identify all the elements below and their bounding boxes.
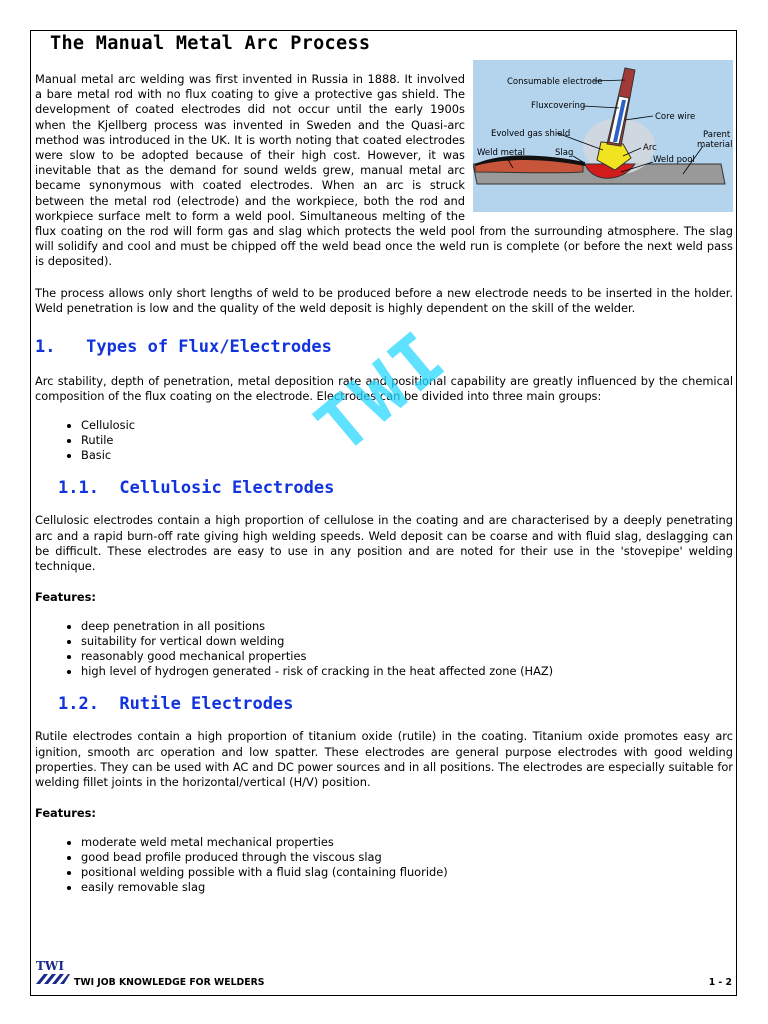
list-item: • positional welding possible with a fluid slag (containing fluoride) <box>81 865 733 880</box>
page-number: 1 - 2 <box>708 977 732 988</box>
cellulosic-features-list <box>35 619 733 679</box>
list-item: • Rutile <box>81 433 733 448</box>
consumable-electrode-label: Consumable electrode <box>507 77 603 87</box>
core-wire-label: Core wire <box>655 112 696 122</box>
slag-label: Slag <box>555 148 574 158</box>
section-cellulosic-paragraph: Cellulosic electrodes contain a high proportion of cellulose in the coating and are characterised by a deeply penetrating arc and a rapid burn-off rate giving high welding speeds. Weld deposit can be coarse and with fluid slag, deslagging can be difficult. These electrodes are easy to use in any position and are noted for their use in the 'stovepipe' welding technique. <box>35 513 733 574</box>
arc-label: Arc <box>643 143 657 153</box>
list-item: • suitability for vertical down welding <box>81 634 733 649</box>
electrode-groups-list <box>35 418 733 463</box>
parent-material-label-2: material <box>697 140 733 150</box>
evolved-gas-shield-label: Evolved gas shield <box>491 129 571 139</box>
section-heading-types: 1. Types of Flux/Electrodes <box>35 337 332 358</box>
intro-paragraph-1: Manual metal arc welding was first invented in Russia in 1888. It involved a bare metal rod with no flux coating to give a protective gas shield. The development of coated electrodes did not occur until the early 1900s when the Kjellberg process was invented in Sweden and the Quasi-arc method was introduced in the UK. It is worth noting that coated electrodes were slow to be adopted because of their high cost. However, it was inevitable that as the demand for sound welds grew, manual metal arc became synonymous with coated electrodes. When an arc is struck between the metal rod (electrode) and the workpiece, both the rod and workpiece surface melt to form a weld pool. Simultaneous melting of the flux coating on the rod will form gas and slag which protects the weld pool from the surrounding atmosphere. The slag will solidify and cool and must be chipped off the weld bead once the weld run is complete (or before the next weld pass is deposited). <box>35 72 733 269</box>
parent-material-label-1: Parent <box>703 130 731 140</box>
twi-watermark: TWI <box>300 313 463 470</box>
rutile-features-label: Features: <box>35 806 96 821</box>
svg-text:TWI: TWI <box>36 959 65 973</box>
weld-pool-label: Weld pool <box>653 155 695 165</box>
twi-logo <box>34 958 72 990</box>
flux-covering-label: Fluxcovering <box>531 101 586 111</box>
list-item: • good bead profile produced through the viscous slag <box>81 850 733 865</box>
section-heading-rutile: 1.2. Rutile Electrodes <box>58 694 294 715</box>
intro-paragraph-2: The process allows only short lengths of weld to be produced before a new electrode needs to be inserted in the holder. Weld penetration is low and the quality of the weld deposit is highly dependent on the skill of the welder. <box>35 285 733 315</box>
rutile-features-list <box>35 835 733 895</box>
footer-title: TWI JOB KNOWLEDGE FOR WELDERS <box>74 977 265 988</box>
section-heading-cellulosic: 1.1. Cellulosic Electrodes <box>58 478 335 499</box>
page-title: The Manual Metal Arc Process <box>50 33 371 54</box>
list-item: • high level of hydrogen generated - risk of cracking in the heat affected zone (HAZ) <box>81 664 733 679</box>
section-types-paragraph: Arc stability, depth of penetration, metal deposition rate and positional capability are greatly influenced by the chemical composition of the flux coating on the electrode. Electrodes can be divided into three main groups: <box>35 374 733 404</box>
list-item: • Cellulosic <box>81 418 733 433</box>
list-item: • moderate weld metal mechanical properties <box>81 835 733 850</box>
list-item: • reasonably good mechanical properties <box>81 649 733 664</box>
document-body <box>35 72 733 907</box>
mma-process-diagram <box>473 60 733 212</box>
weld-metal-label: Weld metal <box>477 148 526 158</box>
list-item: • Basic <box>81 448 733 463</box>
list-item: • deep penetration in all positions <box>81 619 733 634</box>
section-rutile-paragraph: Rutile electrodes contain a high proportion of titanium oxide (rutile) in the coating. Titanium oxide promotes easy arc ignition, smooth arc operation and low spatter. These electrodes are general purpose electrodes with good welding properties. They can be used with AC and DC power sources and in all positions. The electrodes are especially suitable for welding fillet joints in the horizontal/vertical (H/V) position. <box>35 729 733 790</box>
cellulosic-features-label: Features: <box>35 590 96 605</box>
list-item: • easily removable slag <box>81 880 733 895</box>
